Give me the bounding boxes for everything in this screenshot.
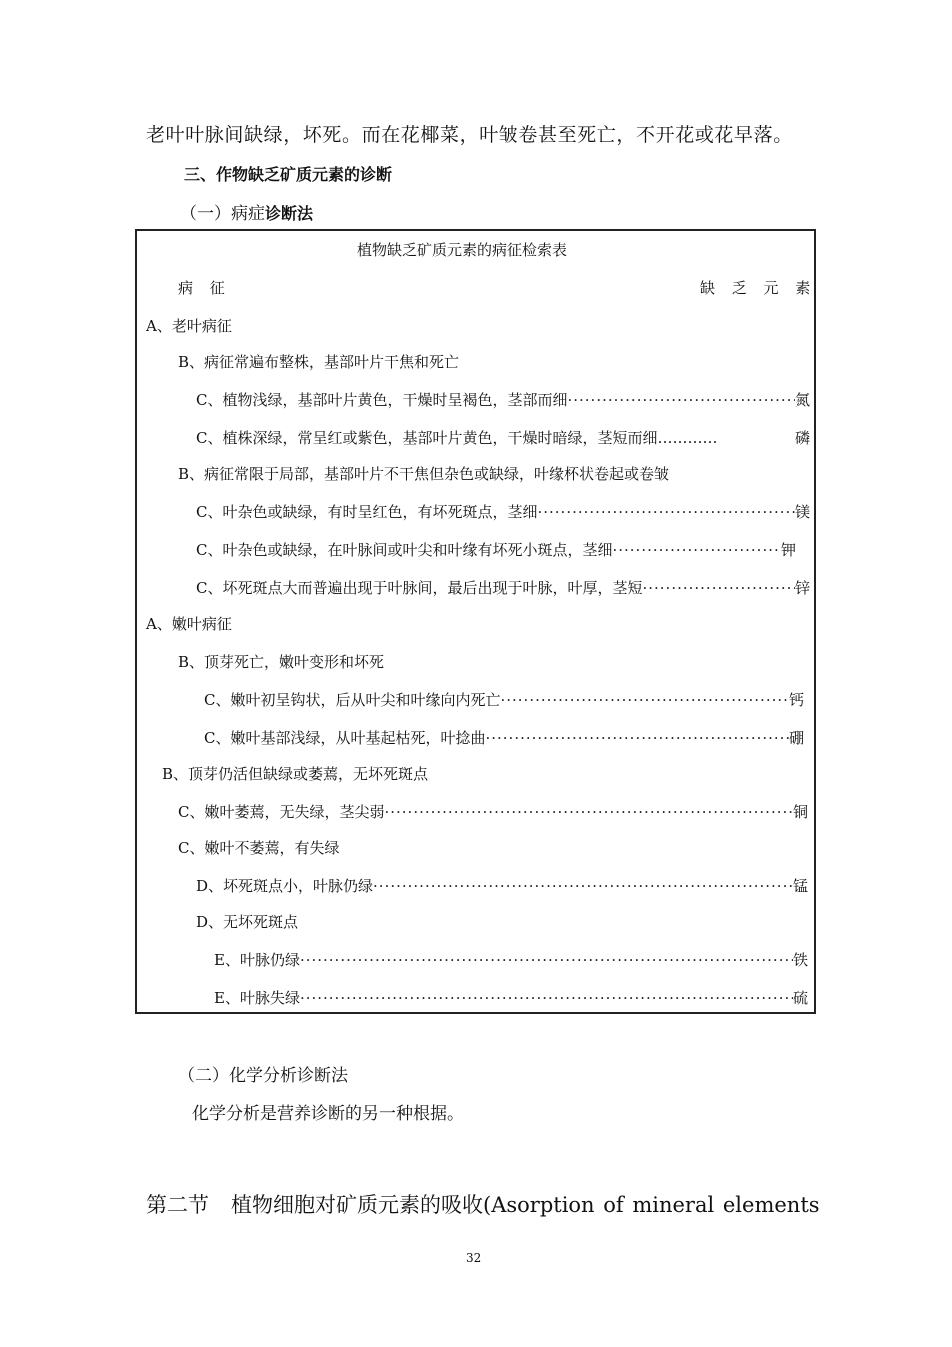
row-element: 钙 [788, 691, 804, 709]
row-element: 硫 [792, 989, 808, 1007]
table-row [204, 689, 804, 711]
row-element: 铜 [792, 803, 808, 821]
table-row [178, 463, 806, 485]
dot-leader [500, 691, 789, 709]
row-element: 铁 [792, 951, 808, 969]
table-row [196, 427, 810, 449]
subheading-symptom-diagnosis [180, 199, 313, 224]
table-row [196, 577, 810, 599]
subheading-prefix: （一）病症 [180, 204, 265, 224]
table-row [178, 651, 806, 673]
row-text: B、顶芽仍活但缺绿或萎蔫，无坏死斑点 [162, 765, 429, 783]
table-row [196, 389, 810, 411]
dot-leader [300, 989, 793, 1007]
table-row [214, 949, 808, 971]
row-element: 钾 [780, 541, 796, 559]
row-text: A、老叶病征 [146, 317, 232, 335]
row-text: A、嫩叶病征 [146, 615, 232, 633]
subheading-bold: 诊断法 [265, 204, 314, 223]
row-text: C、植株深绿，常呈红或紫色，基部叶片黄色，干燥时暗绿，茎短而细………… [196, 429, 718, 447]
table-row [146, 613, 806, 635]
row-text: C、嫩叶基部浅绿，从叶基起枯死，叶捻曲 [204, 729, 486, 747]
table-row [214, 987, 808, 1009]
paragraph-text-2: 化学分析是营养诊断的另一种根据。 [192, 1104, 464, 1124]
row-element: 氮 [794, 391, 810, 409]
row-text: C、植物浅绿，基部叶片黄色，干燥时呈褐色，茎部而细 [196, 391, 568, 409]
dot-leader [373, 877, 793, 895]
section-title-text: 植物细胞对矿质元素的吸收(Asorption of mineral elements [231, 1193, 820, 1217]
table-row [196, 539, 796, 561]
dot-leader [300, 951, 793, 969]
row-text: E、叶脉失绿 [214, 989, 300, 1007]
row-text: D、坏死斑点小，叶脉仍绿 [196, 877, 374, 895]
page-number: 32 [466, 1251, 482, 1265]
dot-leader [612, 541, 781, 559]
row-text: B、病征常限于局部，基部叶片不干焦但杂色或缺绿，叶缘杯状卷起或卷皱 [178, 465, 670, 483]
row-text: E、叶脉仍绿 [214, 951, 300, 969]
row-text: C、叶杂色或缺绿，在叶脉间或叶尖和叶缘有坏死小斑点，茎细 [196, 541, 613, 559]
table-row [178, 837, 806, 859]
dot-leader [642, 579, 795, 597]
table-header-element: 缺 乏 元 素 [700, 279, 817, 297]
row-text: C、坏死斑点大而普遍出现于叶脉间，最后出现于叶脉，叶厚，茎短 [196, 579, 643, 597]
row-element: 硼 [788, 729, 804, 747]
row-text: C、嫩叶初呈钩状，后从叶尖和叶缘向内死亡 [204, 691, 501, 709]
section-title [146, 1189, 820, 1219]
row-text: C、嫩叶不萎蔫，有失绿 [178, 839, 340, 857]
row-element: 磷 [794, 429, 810, 447]
paragraph-text: 老叶叶脉间缺绿，坏死。而在花椰菜，叶皱卷甚至死亡，不开花或花早落。 [146, 124, 793, 146]
table-row [204, 727, 804, 749]
row-element: 镁 [794, 503, 810, 521]
subheading-chemical-analysis: （二）化学分析诊断法 [178, 1066, 348, 1086]
table-row [162, 763, 806, 785]
row-element: 锰 [792, 877, 808, 895]
row-element: 锌 [794, 579, 810, 597]
table-title: 植物缺乏矿质元素的病征检索表 [357, 241, 568, 259]
row-text: D、无坏死斑点 [196, 913, 299, 931]
dot-leader [384, 803, 793, 821]
table-row [146, 315, 806, 337]
dot-leader [485, 729, 789, 747]
dot-leader [567, 391, 795, 409]
table-row [196, 875, 808, 897]
table-row [178, 351, 806, 373]
row-text: B、顶芽死亡，嫩叶变形和坏死 [178, 653, 385, 671]
section-label: 第二节 [146, 1193, 209, 1217]
table-header-symptom: 病 征 [178, 279, 231, 297]
table-row [196, 501, 810, 523]
dot-leader [537, 503, 795, 521]
row-text: C、嫩叶萎蔫，无失绿，茎尖弱 [178, 803, 385, 821]
row-text: B、病征常遍布整株，基部叶片干焦和死亡 [178, 353, 460, 371]
table-row [178, 801, 808, 823]
row-text: C、叶杂色或缺绿，有时呈红色，有坏死斑点，茎细 [196, 503, 538, 521]
section-heading: 三、作物缺乏矿质元素的诊断 [184, 165, 393, 184]
table-row [196, 911, 808, 933]
